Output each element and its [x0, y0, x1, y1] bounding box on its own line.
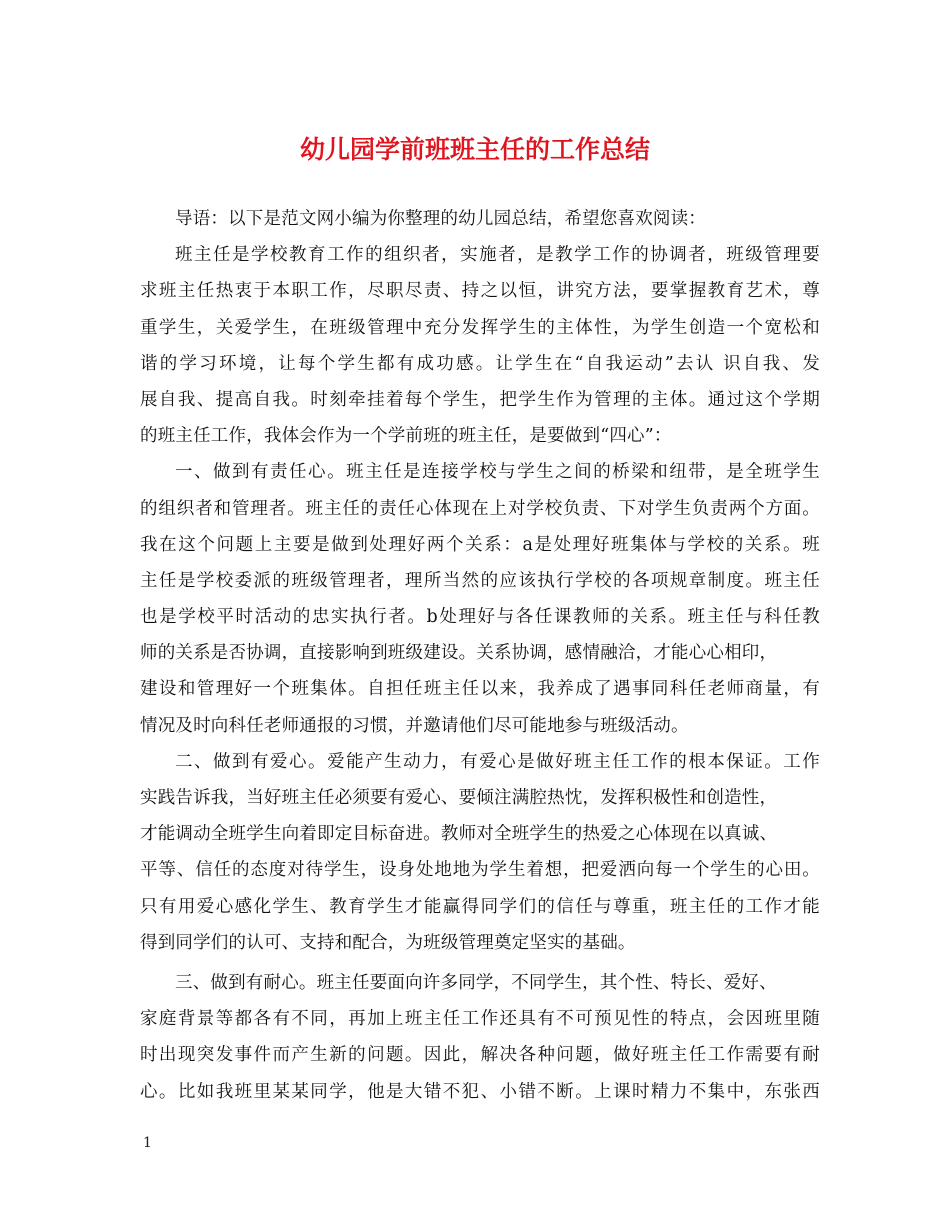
body-line: 求班主任热衷于本职工作，尽职尽责、持之以恒，讲究方法，要掌握教育艺术，尊: [140, 281, 820, 302]
body-line: 师的关系是否协调，直接影响到班级建设。关系协调，感情融洽，才能心心相印，: [140, 643, 778, 664]
body-line: 时出现突发事件而产生新的问题。因此，解决各种问题，做好班主任工作需要有耐: [140, 1045, 820, 1066]
body-line: 也是学校平时活动的忠实执行者。b处理好与各任课教师的关系。班主任与科任教: [140, 607, 820, 628]
body-line: 得到同学们的认可、支持和配合，为班级管理奠定坚实的基础。: [140, 932, 636, 953]
body-line: 情况及时向科任老师通报的习惯，并邀请他们尽可能地参与班级活动。: [140, 715, 689, 736]
body-line: 平等、信任的态度对待学生，设身处地地为学生着想，把爱洒向每一个学生的心田。: [140, 860, 820, 881]
page-number: 1: [143, 1135, 152, 1151]
body-line: 一、做到有责任心。班主任是连接学校与学生之间的桥梁和纽带，是全班学生: [175, 462, 820, 483]
body-line: 展自我、提高自我。时刻牵挂着每个学生，把学生作为管理的主体。通过这个学期: [140, 389, 820, 410]
body-line: 我在这个问题上主要是做到处理好两个关系：a是处理好班集体与学校的关系。班: [140, 534, 820, 555]
body-line: 二、做到有爱心。爱能产生动力，有爱心是做好班主任工作的根本保证。工作: [175, 751, 820, 772]
body-line: 三、做到有耐心。班主任要面向许多同学，不同学生，其个性、特长、爱好、: [175, 972, 777, 993]
body-line: 主任是学校委派的班级管理者，理所当然的应该执行学校的各项规章制度。班主任: [140, 570, 820, 591]
body-line: 谐的学习环境，让每个学生都有成功感。让学生在“自我运动”去认 识自我、发: [140, 353, 820, 374]
body-line: 心。比如我班里某某同学，他是大错不犯、小错不断。上课时精力不集中，东张西: [140, 1081, 820, 1102]
body-line: 才能调动全班学生向着即定目标奋进。教师对全班学生的热爱之心体现在以真诚、: [140, 824, 778, 845]
body-line: 的班主任工作，我体会作为一个学前班的班主任，是要做到“四心”：: [140, 426, 672, 447]
body-line: 实践告诉我，当好班主任必须要有爱心、要倾注满腔热忱，发挥积极性和创造性，: [140, 788, 778, 808]
body-line: 建设和管理好一个班集体。自担任班主任以来，我养成了遇事同科任老师商量，有: [140, 679, 820, 700]
intro-line: 导语：以下是范文网小编为你整理的幼儿园总结，希望您喜欢阅读：: [175, 209, 706, 229]
body-line: 的组织者和管理者。班主任的责任心体现在上对学校负责、下对学生负责两个方面。: [140, 498, 820, 519]
body-line: 班主任是学校教育工作的组织者，实施者，是教学工作的协调者，班级管理要: [175, 245, 820, 266]
body-line: 只有用爱心感化学生、教育学生才能赢得同学们的信任与尊重，班主任的工作才能: [140, 896, 820, 917]
body-line: 重学生，关爱学生，在班级管理中充分发挥学生的主体性，为学生创造一个宽松和: [140, 317, 820, 338]
document-title: 幼儿园学前班班主任的工作总结: [299, 135, 650, 164]
body-line: 家庭背景等都各有不同，再加上班主任工作还具有不可预见性的特点，会因班里随: [140, 1009, 820, 1030]
document-body: [140, 201, 820, 1110]
